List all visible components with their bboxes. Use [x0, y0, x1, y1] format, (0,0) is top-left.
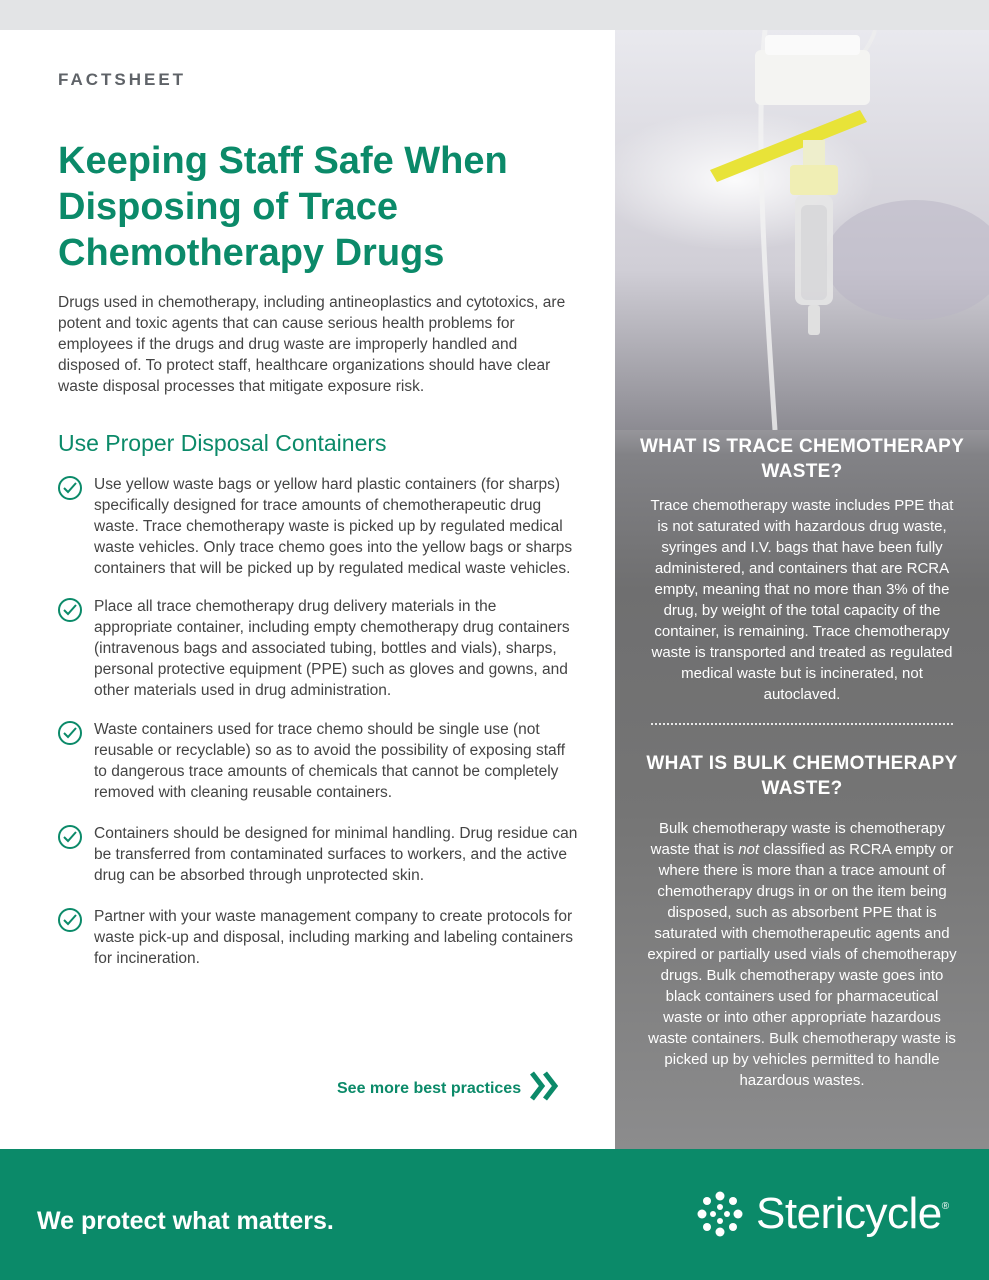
check-circle-icon [58, 825, 82, 849]
logo-wordmark: Stericycle [756, 1189, 942, 1238]
bulk-body-part: Bulk chemotherapy waste is chemotherapy waste that is [650, 820, 945, 858]
see-more-link[interactable] [337, 1070, 561, 1107]
bullet-text: Partner with your waste management company to create protocols for waste pick-up and disposal, including marking and labeling containers for incineration. [94, 908, 574, 967]
check-circle-icon [58, 598, 82, 622]
check-circle-icon [58, 721, 82, 745]
bulk-waste-body [645, 818, 959, 1091]
check-circle-icon [58, 476, 82, 500]
divider [651, 723, 953, 725]
bulk-waste-title: WHAT IS BULK CHEMOTHERAPY WASTE? [646, 753, 958, 799]
sidebar-panel [615, 30, 989, 1149]
eyebrow-label: FACTSHEET [58, 70, 187, 89]
main-content [0, 30, 615, 1149]
list-item [58, 596, 578, 699]
list-item [58, 474, 578, 576]
list-item [58, 906, 578, 969]
intro-paragraph: Drugs used in chemotherapy, including antineoplastics and cytotoxics, are potent and toxic agents that can cause serious health problems for employees if the drugs and drug waste are improperly handled and disposed of. To protect staff, healthcare organizations should have clear waste disposal processes that mitigate exposure risk. [58, 294, 566, 395]
page-title: Keeping Staff Safe When Disposing of Trace Chemotherapy Drugs [58, 140, 508, 274]
bullet-text: Waste containers used for trace chemo should be single use (not reusable or recyclable) so as to avoid the possibility of exposing staff to dangerous trace amounts of chemicals that cannot be completely removed with cleaning reusable containers. [94, 721, 565, 801]
registered-mark: ® [941, 1201, 950, 1212]
list-item [58, 719, 578, 803]
double-chevron-right-icon [529, 1070, 561, 1107]
stericycle-dots-icon [696, 1190, 744, 1238]
top-band [0, 0, 989, 30]
trace-waste-title: WHAT IS TRACE CHEMOTHERAPY WASTE? [639, 436, 965, 482]
section-title: Use Proper Disposal Containers [58, 430, 387, 456]
list-item [58, 823, 578, 886]
brand-logo [696, 1189, 949, 1239]
bullet-text: Place all trace chemotherapy drug delivery materials in the appropriate container, including empty chemotherapy drug containers (intravenous bags and associated tubing, bottles and vials), sharps, personal protective equipment (PPE) such as gloves and gowns, and other materials used in drug administration. [94, 598, 570, 699]
check-circle-icon [58, 908, 82, 932]
bulk-body-emphasis: not [738, 841, 760, 858]
iv-drip-photo [615, 30, 989, 430]
tagline: We protect what matters. [37, 1207, 334, 1235]
bullet-text: Containers should be designed for minimal handling. Drug residue can be transferred from contaminated surfaces to workers, and the active drug can be absorbed through unprotected skin. [94, 825, 578, 884]
bullet-list [58, 474, 578, 969]
see-more-label: See more best practices [337, 1079, 522, 1097]
trace-waste-body: Trace chemotherapy waste includes PPE that is not saturated with hazardous drug waste, syringes and I.V. bags that have been fully administered, and containers that are RCRA empty, meaning that no more than 3% of the drug, by weight of the total capacity of the container, is remaining. Trace chemotherapy waste is transported and treated as regulated medical waste but is incinerated, not autoclaved. [650, 497, 954, 703]
footer-bar [0, 1149, 989, 1280]
bulk-body-part: classified as RCRA empty or where there is more than a trace amount of chemotherapy drugs in or on the item being disposed, such as absorbent PPE that is saturated with chemotherapeutic agents and expired or partially used vials of chemotherapy drugs. Bulk chemotherapy waste goes into black containers used for pharmaceutical waste or into other appropriate hazardous waste containers. Bulk chemotherapy waste is picked up by vehicles permitted to handle hazardous wastes. [647, 841, 957, 1089]
bullet-text: Use yellow waste bags or yellow hard plastic containers (for sharps) specifically designed for trace amounts of chemotherapeutic drug waste. Trace chemotherapy waste is picked up by regulated medical waste vehicles. Only trace chemo goes into the yellow bags or sharps containers that will be picked up by regulated medical waste vehicles. [94, 476, 573, 577]
